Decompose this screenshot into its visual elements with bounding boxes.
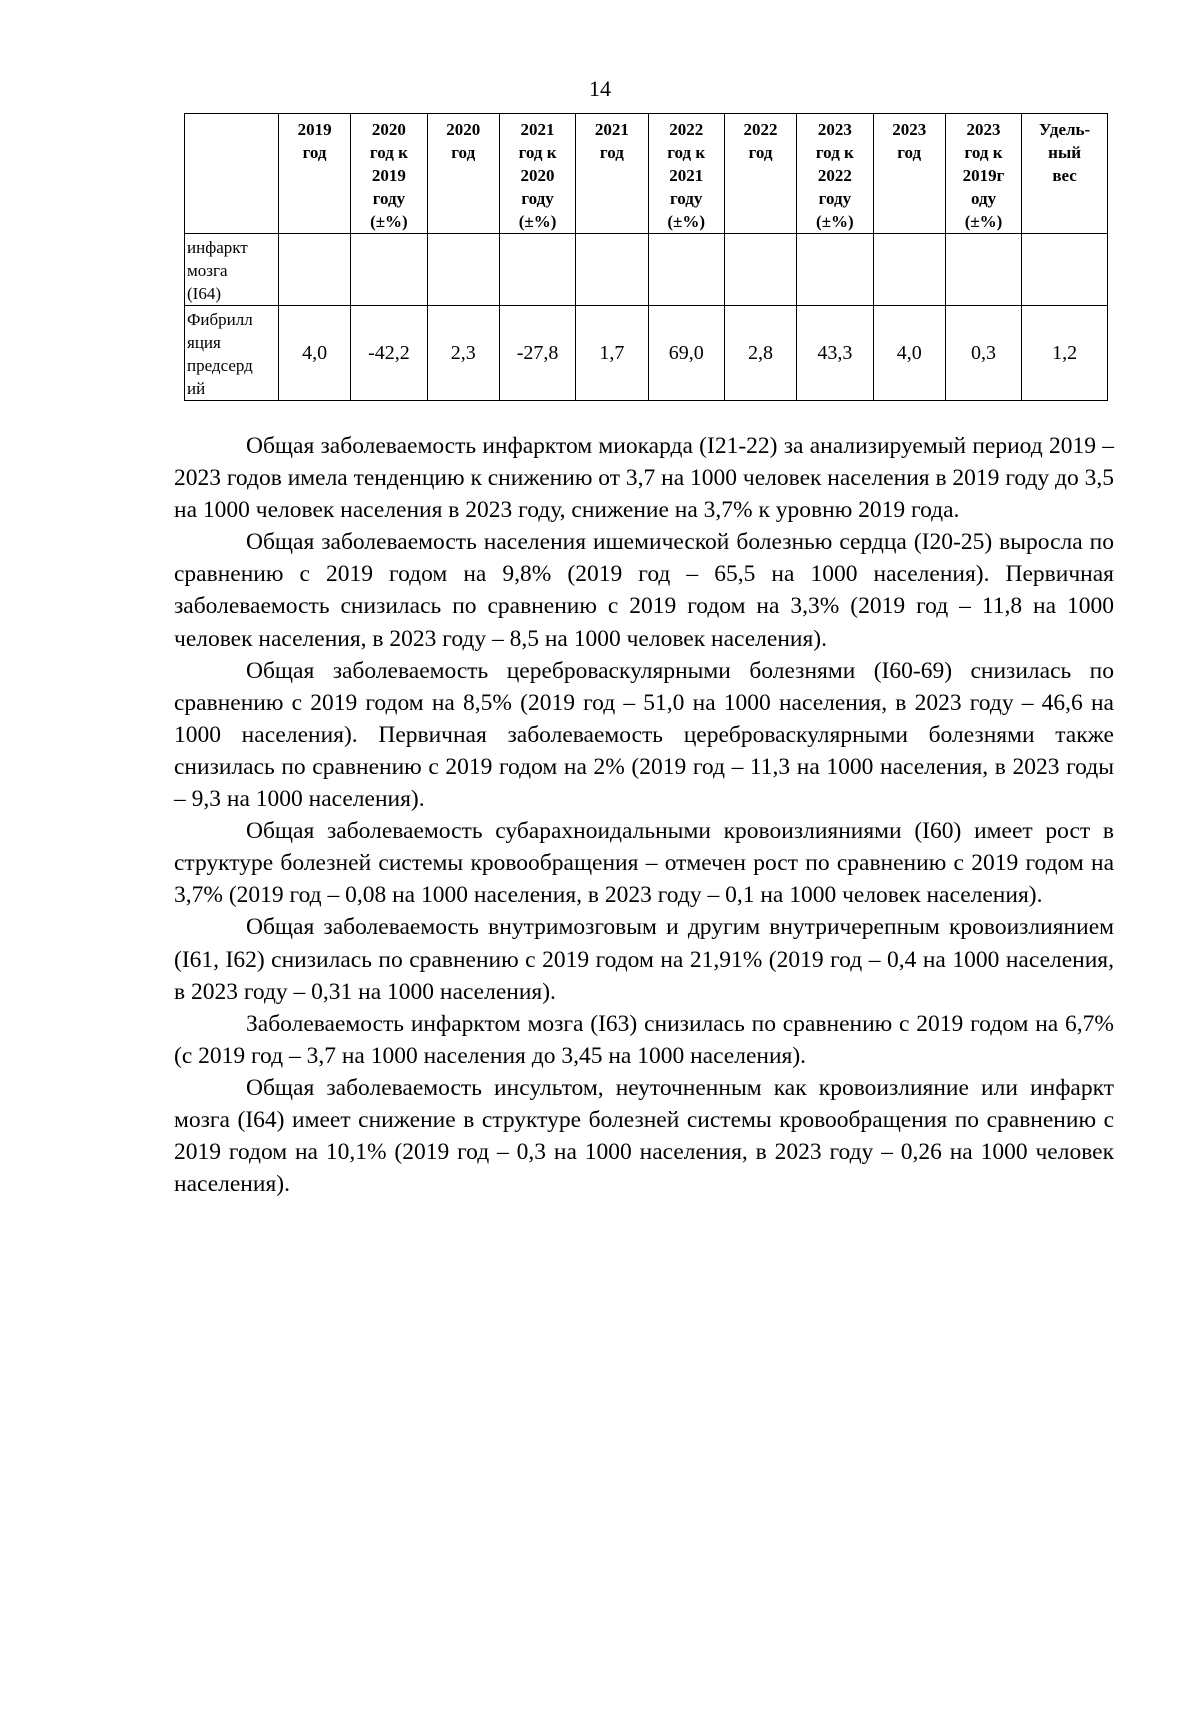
paragraph: Общая заболеваемость населения ишемической болезнью сердца (I20-25) выросла по сравнению с 2019 годом на 9,8% (2019 год – 65,5 на 1000 населения). Первичная заболеваемость снизилась по сравнению с 2019 годом на 3,3% (2019 год – 11,8 на 1000 человек населения, в 2023 году – 8,5 на 1000 человек населения). (174, 529, 1114, 652)
table-cell (427, 234, 499, 306)
paragraph: Общая заболеваемость внутримозговым и другим внутричерепным кровоизлиянием (I61, I62) снизилась по сравнению с 2019 годом на 21,91% (2019 год – 0,4 на 1000 населения, в 2023 году – 0,31 на 1000 населения). (174, 914, 1114, 1005)
table-cell (797, 234, 873, 306)
paragraph: Общая заболеваемость цереброваскулярными болезнями (I60-69) снизилась по сравнению с 2019 годом на 8,5% (2019 год – 51,0 на 1000 населения, в 2023 году – 46,6 на 1000 населения). Первичная заболеваемость цереброваскулярными болезнями также снизилась по сравнению с 2019 годом на 2% (2019 год – 11,3 на 1000 населения, в 2023 годы – 9,3 на 1000 населения). (174, 657, 1114, 813)
header-cell: 2022 год (724, 114, 796, 234)
table-cell (499, 234, 575, 306)
table-cell (945, 234, 1021, 306)
header-cell: 2023 год (873, 114, 945, 234)
header-cell: 2023 год к 2019г оду (±%) (945, 114, 1021, 234)
table-cell: -42,2 (351, 306, 427, 401)
page-number: 14 (589, 76, 611, 101)
table-cell: 2,8 (724, 306, 796, 401)
table-cell: 4,0 (873, 306, 945, 401)
table-cell (873, 234, 945, 306)
table-cell: -27,8 (499, 306, 575, 401)
table-cell (278, 234, 350, 306)
table-cell (724, 234, 796, 306)
table-cell: 1,2 (1022, 306, 1108, 401)
row-label: Фибрилл яция предсерд ий (185, 306, 279, 401)
header-cell: 2021 год к 2020 году (±%) (499, 114, 575, 234)
header-cell: 2022 год к 2021 году (±%) (648, 114, 724, 234)
paragraph: Заболеваемость инфарктом мозга (I63) снизилась по сравнению с 2019 годом на 6,7% (с 2019 год – 3,7 на 1000 населения до 3,45 на 1000 населения). (174, 1010, 1114, 1069)
table-cell (351, 234, 427, 306)
header-empty-cell (185, 114, 279, 234)
header-cell: 2020 год (427, 114, 499, 234)
table-cell: 43,3 (797, 306, 873, 401)
paragraph: Общая заболеваемость инфарктом миокарда (I21-22) за анализируемый период 2019 – 2023 годов имела тенденцию к снижению от 3,7 на 1000 человек населения в 2019 году до 3,5 на 1000 человек населения в 2023 году, снижение на 3,7% к уровню 2019 года. (174, 433, 1114, 524)
header-cell: 2021 год (576, 114, 648, 234)
table-cell: 2,3 (427, 306, 499, 401)
header-cell: 2019 год (278, 114, 350, 234)
header-cell: 2020 год к 2019 году (±%) (351, 114, 427, 234)
table-cell: 0,3 (945, 306, 1021, 401)
table-cell (576, 234, 648, 306)
table-cell: 69,0 (648, 306, 724, 401)
table-header-row (185, 114, 1108, 234)
table-cell (648, 234, 724, 306)
table-cell: 4,0 (278, 306, 350, 401)
paragraph: Общая заболеваемость субарахноидальными кровоизлияниями (I60) имеет рост в структуре болезней системы кровообращения – отмечен рост по сравнению с 2019 годом на 3,7% (2019 год – 0,08 на 1000 населения, в 2023 году – 0,1 на 1000 человек населения). (174, 818, 1114, 909)
body-text (174, 430, 1114, 1200)
row-label: инфаркт мозга (I64) (185, 234, 279, 306)
table-row (185, 234, 1108, 306)
table-cell (1022, 234, 1108, 306)
header-cell: Удель- ный вес (1022, 114, 1108, 234)
paragraph: Общая заболеваемость инсультом, неуточненным как кровоизлияние или инфаркт мозга (I64) имеет снижение в структуре болезней системы кровообращения по сравнению с 2019 годом на 10,1% (2019 год – 0,3 на 1000 населения, в 2023 году – 0,26 на 1000 человек населения). (174, 1074, 1114, 1198)
header-cell: 2023 год к 2022 году (±%) (797, 114, 873, 234)
table-cell: 1,7 (576, 306, 648, 401)
statistics-table (184, 113, 1108, 401)
table-row (185, 306, 1108, 401)
